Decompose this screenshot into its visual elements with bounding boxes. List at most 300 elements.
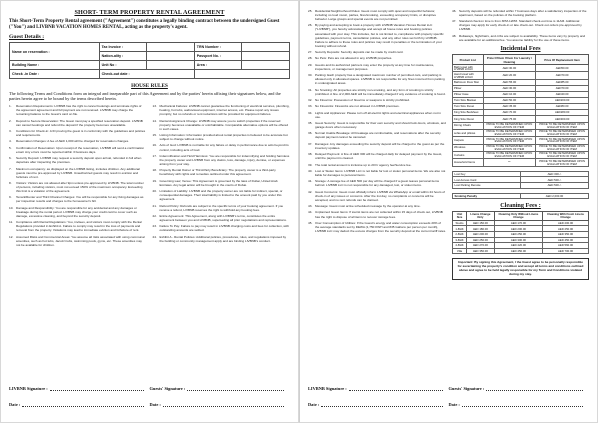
rule-text: Listing Information: Information provided about rental properties is believed to be accurate but subject to change without notice.	[159, 133, 288, 142]
rule-item	[153, 119, 291, 131]
rule-number: 48.	[452, 33, 457, 38]
tax-label: Tax Invoice :	[99, 43, 147, 52]
fee-cell: PRICE TO BE DETERMINED UPON EVALUATION OF ITEM	[483, 144, 536, 151]
cleaning-fees-heading: Cleaning Fees :	[500, 202, 541, 210]
rule-item	[308, 152, 446, 160]
rule-number: 10.	[9, 205, 14, 210]
smoking-penalty-value: AED 2,000.00	[521, 193, 589, 199]
rule-item	[308, 121, 446, 129]
rule-number: 24.	[152, 234, 157, 239]
rule-number: 34.	[308, 110, 313, 115]
rule-number: 2.	[9, 118, 12, 123]
fee-cell: AED 30.00	[483, 65, 536, 72]
rule-text: Lost or Stolen Items: LIVBNB LLC is not liable for lost or stolen personal items. We are also not liable for damages to personal items.	[315, 168, 446, 177]
rule-number: 35.	[308, 121, 313, 125]
cleaning-column-header: Unit Size	[453, 212, 467, 221]
rule-number: 18.	[152, 168, 157, 173]
livbnb-date-line-2[interactable]	[321, 403, 442, 407]
fee-cell: PRICE TO BE DETERMINED UPON EVALUATION OF ITEM	[536, 152, 589, 159]
cleaning-cell: AED 300.00	[494, 237, 542, 243]
house-rules-columns	[9, 104, 290, 249]
rule-text: No Pets: Pets are not allowed in any LIVBNB properties.	[315, 56, 393, 61]
guest-signature-label: Guests' Signature :	[149, 386, 186, 391]
cleaning-cell: AED 170.00	[494, 220, 542, 226]
rule-number: 40.	[308, 168, 313, 173]
rule-number: 7.	[9, 166, 12, 171]
rule-item	[153, 204, 291, 212]
date-row	[9, 402, 290, 407]
rule-item	[9, 206, 147, 218]
rule-text: Residential Neighborhood Rules: Guest must comply with quiet and respectful behavior, including no loud music, parties, fires/smoking, exceeding occupancy limits, or disruptive behavior. Large groups and special events are not permitted.	[315, 9, 437, 22]
cleaning-cell: 2-BHK	[453, 231, 467, 237]
agreement-intro: This Short-Term Property Rental agreement ("Agreement") constitutes a legally binding contract between the undersigned Guest ("You") and LIVBNB VACATION HOMES RENTAL, acting as the property's agent.	[9, 19, 280, 30]
rule-number: 32.	[308, 97, 313, 102]
rule-text: Maximum occupancy: as displayed on the LIVBNB listing, includes children. Any additional guests must be pre-approved by LIVBNB. Unauthorized guests may result in eviction and forfeiture of rent.	[16, 166, 140, 179]
guest-date-label: Date :	[149, 402, 161, 407]
table-row	[453, 152, 589, 159]
rule-text: Damage and Responsibility: You are responsible for any accidental and any damages or breakage during the rental period. LIVBNB may charge your credit card to cover such as damage, excessive cleaning, and beyond the security deposit.	[16, 205, 137, 218]
page2-columns	[308, 9, 589, 280]
guest-details-table	[9, 42, 290, 79]
cleaning-cell: AED 200.00	[467, 231, 495, 237]
fee-cell: King Size Duvet	[453, 116, 484, 122]
rule-item	[9, 167, 147, 179]
rule-item	[9, 235, 147, 247]
rule-number: 25.	[308, 9, 313, 13]
rule-item	[153, 133, 291, 141]
rule-text: Guest Concerns: Guest must officially inform LIVBNB via WhatsApp or email within 24 hours of check-in of any issues or concerns. After the 1st day, no complaints or concerns will be accepted, and no rent refunds can be claimed.	[315, 189, 445, 202]
rule-item	[308, 142, 446, 150]
rule-item	[308, 73, 446, 85]
rule-text: Standard check-in time is from 3PM-12PM. Standard check-out time is 11AM. Additional charges may apply for early check-in or late check-out. Check out orders pre-approved by LIVBNB.	[459, 19, 582, 32]
key-fee-value: AED 500 /-	[521, 182, 589, 188]
rule-text: Unplanned Guest Items: If tourist items are not collected within 15 days of check out, LIVBNB has the right to dispose of all items to recover storage fees.	[315, 210, 443, 219]
fee-cell: AED 70.00	[483, 110, 536, 116]
fee-cell: King Size Bedsheet	[453, 110, 484, 116]
cleaning-cell: AED 250.00	[467, 237, 495, 243]
fee-cell: PRICE TO BE DETERMINED UPON EVALUATION OF ITEM	[536, 159, 589, 166]
rule-item	[9, 220, 147, 232]
fee-cell: PRICE TO BE DETERMINED UPON EVALUATION OF ITEM	[483, 137, 536, 144]
rule-number: 31.	[308, 87, 313, 92]
rule-number: 38.	[308, 152, 313, 157]
rule-number: 8.	[9, 180, 12, 185]
table-row	[453, 137, 589, 144]
rule-text: Confirmation of Reservation: Upon receipt of the reservation, LIVBNB will send a confirmation email. Any errors must be reported within 3 business days.	[16, 145, 145, 154]
house-rules-continued	[308, 9, 446, 280]
guest-date-line-2[interactable]	[462, 403, 583, 407]
rule-number: 12.	[9, 234, 14, 239]
fee-cell: AED 30.00	[483, 85, 536, 91]
rule-item	[9, 139, 147, 143]
fee-cell: PRICE TO BE DETERMINED UPON EVALUATION OF ITEM	[536, 137, 589, 144]
rule-item	[308, 131, 446, 139]
rule-item	[9, 195, 147, 203]
house-rules-left	[9, 104, 147, 249]
cleaning-cell: AED 200.00	[494, 226, 542, 232]
table-row	[453, 65, 589, 72]
fee-cell: AED70.00	[536, 72, 589, 79]
rule-item	[452, 9, 589, 17]
rule-text: Security deposits will be refunded within 7 business days after a satisfactory inspection of the apartment, based on the policies of the booking platform.	[459, 9, 587, 18]
rule-number: 1.	[9, 104, 12, 109]
rule-number: 13.	[152, 104, 157, 109]
rule-item	[9, 181, 147, 193]
rule-item	[308, 221, 446, 233]
guest-date-label-2: Date :	[448, 402, 460, 407]
rule-number: 3.	[9, 129, 12, 134]
smoking-penalty-row	[453, 193, 589, 199]
rule-item	[308, 111, 446, 119]
rule-text: Deposit to Secure Reservation: The Guest must pay a specified reservation deposit. LIVBNB can cancel bookings and refund the deposit if the property becomes unavailable.	[16, 118, 143, 127]
rule-number: 36.	[308, 131, 313, 136]
rule-number: 19.	[152, 178, 157, 183]
fee-column-header: Product List	[453, 54, 484, 64]
rule-text: Message: Guest must arrive scheduled message by the operator at any time.	[315, 204, 421, 209]
rule-text: No Fireworks: Fireworks are not allowed in LIVBNB premises.	[315, 104, 400, 109]
cleaning-cell: AED 450.00	[494, 248, 542, 254]
cleaning-column-header: Cleaning With Fresh Linens Change	[543, 212, 589, 221]
area-field[interactable]	[242, 61, 290, 70]
agreement-page-2	[299, 0, 598, 423]
rule-number: 42.	[308, 189, 313, 194]
rule-text: Storage: A storage fee of AED 500 per day will be charged if a guest leaves personal items behind. LIVBNB LLC is not responsible for any damaged, lost, or stolen items.	[315, 179, 439, 188]
checkout-label: Check-out date :	[99, 70, 194, 79]
rule-number: 41.	[308, 179, 313, 184]
rule-item	[308, 210, 446, 218]
cleaning-cell: AED 350.00	[543, 231, 589, 237]
rule-item	[308, 9, 446, 21]
rule-text: Reservation Requirements: LIVBNB has the right to cancel bookings and terminate rights of the agreement agreement and full payment are not received. LIVBNB may charge the remaining balance to the Guest's card on file.	[16, 104, 142, 117]
rule-number: 4.	[9, 139, 12, 144]
fee-cell: Bathroom Floor Mat	[453, 79, 484, 85]
rule-text: Guest Security: Guest is responsible for their own security and should lock doors, windows, and garage doors when necessary.	[315, 121, 446, 130]
fee-cell: Bath towel with LIVBNB LOGO	[453, 65, 484, 72]
fee-cell: Pillow Case	[453, 92, 484, 98]
fee-cell: Household Items	[453, 159, 484, 166]
fee-cell: PRICE TO BE DETERMINED UPON EVALUATION OF ITEM	[536, 144, 589, 151]
table-row	[453, 144, 589, 151]
rule-item	[308, 104, 446, 108]
guest-signature-line[interactable]	[187, 387, 284, 391]
rule-item	[308, 50, 446, 54]
rule-text: Refund Policy: Refunds are subject to the specific terms of your booking agreement. If you receive a refund, LIVBNB reserves the right to withhold any booking fees.	[159, 203, 284, 212]
cleaning-cell: AED 250.00	[494, 231, 542, 237]
cleaning-cell: AED 200.00	[543, 220, 589, 226]
house-rules-intro: The following Terms and Conditions form an integral and inseparable part of this Agreement and by the parties' herein affixing their signatures below, and the parties herein agree to be bound by the terms described herein.	[9, 91, 281, 102]
cleaning-cell: 3-BHK	[453, 237, 467, 243]
cleaning-cell: 1-BHK	[453, 226, 467, 232]
fee-cell: AED 50.00	[483, 98, 536, 104]
rule-text: No Smoking: All properties are strictly non-smoking, and any form of smoking is strictly prohibited. A fine of 2,000 AED will be immediately charged if any evidence of smoking is found.	[315, 87, 446, 96]
fees-column	[452, 9, 589, 280]
table-row	[453, 237, 589, 243]
rule-text: Failure To Pay: Failure to pay may result in LIVBNB charging costs and fees for collection, with outstanding amounts are settled.	[159, 224, 289, 233]
building-label: Building Name :	[10, 61, 100, 70]
fee-cell: AED80.00	[536, 104, 589, 110]
rule-number: 14.	[152, 118, 157, 123]
livbnb-signature-line[interactable]	[50, 387, 144, 391]
fee-column-header: Price Of Item If Item For Laundry / Cleaning	[483, 54, 536, 64]
cleaning-cell: AED 350.00	[467, 248, 495, 254]
fee-cell: AED 55.00	[483, 79, 536, 85]
house-rules-continued-right	[452, 9, 589, 42]
rule-text: Compliance with Rental Regulations: You, invitees, and visitors must comply with the Rental Regulations provided in Exhibit A. Failure to comply may result in the loss of payments and removal from the property. Violations may lead to immediate eviction and forfeiture of rent.	[16, 220, 142, 233]
table-row	[453, 72, 589, 79]
guest-date-line[interactable]	[163, 403, 284, 407]
fee-cell: AED280.00	[536, 110, 589, 116]
rule-text: No Firearms: Possession of firearms or weapons is strictly prohibited.	[315, 97, 410, 102]
tax-field[interactable]	[147, 43, 195, 52]
rule-number: 29.	[308, 62, 313, 67]
rule-number: 33.	[308, 104, 313, 109]
table-row	[453, 122, 589, 129]
house-rules-heading: HOUSE RULES	[131, 83, 168, 90]
rule-number: 9.	[9, 195, 12, 200]
guest-signature-label-2: Guests' Signature :	[448, 386, 485, 391]
table-row	[453, 226, 589, 232]
livbnb-date-line[interactable]	[22, 403, 143, 407]
rule-text: By paying and accepting to book a property with LIVBNB Vacation Homes Rental LLC ("LIVBNB"), you hereby acknowledge and accept all house rules and booking policies associated with your stay. This includes, but is not limited to, compliance with property specific guidelines, payment terms, cancellation policies, and any other rules set forth by LIVBNB. Failure to adhere to these rules and policies may result in penalties or the termination of your booking without refund.	[315, 23, 444, 48]
rule-number: 44.	[308, 210, 313, 215]
cleaning-cell: Studio	[453, 220, 467, 226]
livbnb-date-label-2: Date :	[308, 402, 320, 407]
rule-text: Guests and its authorized partners may enter the property at any time for maintenance, inspections, or management purposes.	[315, 62, 435, 71]
fee-cell: Twin Size Duvet	[453, 104, 484, 110]
trn-field[interactable]	[242, 43, 290, 52]
key-fee-label: Lost Access Card	[453, 177, 521, 183]
incidental-fees-heading: Incidental Fees	[500, 44, 541, 52]
rule-item	[153, 143, 291, 151]
rule-number: 6.	[9, 156, 12, 161]
rule-text: Governing Law; Venue: This Agreement is governed by the laws of Dubai, United Arab Emirates. Any legal action will be brought in the courts of Dubai.	[159, 178, 278, 187]
key-fee-label: Lost Key	[453, 171, 521, 177]
cleaning-cell: 4-BHK	[453, 243, 467, 249]
rule-text: Exhibit A - Rental Policies: Additional policies, procedures, rules, and regulations imposed by the building or community management apply and are binding LIVBNB's conduct.	[159, 234, 287, 243]
rule-text: Visitors: Visitors are not allowed after 9pm unless pre-approved by LIVBNB. The total number of persons, including visitors, must not exceed 150% of the maximum occupancy. Exceeding this limit is a violation of the agreement.	[16, 180, 144, 194]
rule-item	[153, 104, 291, 116]
trn-label: TRN Number :	[194, 43, 242, 52]
cleaning-cell: AED 420.00	[494, 243, 542, 249]
rule-text: Over Consumption of Utilities: If the Guest's energy and water consumption exceeds 20% of the average standards set by DEWA (1,750 KWH and 835 Gallons per person per month), LIVBNB LLC may deduct the excess charges from the security deposit at the current tariff rates.	[315, 220, 446, 233]
cleaning-column-header: Cleaning Only Without Linens Change	[494, 212, 542, 221]
rule-number: 45.	[308, 220, 313, 225]
important-notice: Important: By signing this Agreement, I the Guest agree to be personally responsible for ascertaining the property's condition and accept all terms and conditions outlined above and agree to be held legally responsible for my Term and Conditions violated during my stay.	[452, 258, 589, 280]
passport-field[interactable]	[242, 52, 290, 61]
date-row-2	[308, 402, 589, 407]
rule-item	[308, 204, 446, 208]
fee-cell: PRICE TO BE DETERMINED UPON EVALUATION OF ITEM	[536, 122, 589, 129]
checkout-field[interactable]	[194, 70, 289, 79]
rule-text: Normal Usable Breakage: All breakage are reimbursable, and reservations after the security deposit payment cannot be canceled.	[315, 131, 441, 140]
rule-text: Indemnification and Hold Harmless: You are responsible for indemnifying and holding harmless the property owner and LIVBNB from any claims, loss, damage, injury, demise, or expenses arising from your stay.	[159, 153, 290, 166]
fee-cell: AED200.00	[536, 98, 589, 104]
guest-details-heading: Guest Details :	[9, 34, 45, 41]
cleaning-column-header: Linens Change Only	[467, 212, 495, 221]
fee-cell: PRICE TO BE DETERMINED UPON EVALUATION OF ITEM	[483, 129, 536, 136]
fee-cell: AED70.00	[536, 85, 589, 91]
livbnb-signature-label-2: LIVBNB Signature :	[308, 386, 347, 391]
smoking-penalty-table	[452, 193, 589, 200]
rule-text: Mechanical Failures: LIVBNB cannot guarantee the functioning of electrical services, plumbing, heating, hot tubs, audiovisual equipment, internet access, etc. Please report any issues promptly, but no refunds or rent reductions will be provided for equipment failures.	[159, 104, 290, 117]
rule-number: 20.	[152, 189, 157, 194]
key-fee-value: AED 500 /-	[521, 177, 589, 183]
table-row	[453, 159, 589, 166]
rule-item	[308, 190, 446, 202]
rule-item	[452, 34, 589, 42]
nationality-field[interactable]	[147, 52, 195, 61]
fee-cell: AED 10.00	[483, 92, 536, 98]
rule-number: 47.	[452, 19, 457, 24]
fee-cell: Windows	[453, 144, 484, 151]
fee-cell: Carpets	[453, 137, 484, 144]
cleaning-fees-table	[452, 211, 589, 254]
rule-number: 16.	[152, 143, 157, 148]
fee-cell: AED 20.00	[483, 72, 536, 79]
table-row	[453, 220, 589, 226]
rule-number: 28.	[308, 56, 313, 61]
signature-row-2	[308, 386, 589, 391]
rule-item	[452, 19, 589, 31]
rule-item	[153, 214, 291, 222]
rule-text: Assumed Risks and Commercial Areas: You assume all risks associated with using communal amenities, such as hot tubs, Jacuzzi tubs, swimming pools, gyms, etc. These amenities may not be available for children.	[16, 234, 145, 247]
rule-text: Rollaways, highchairs, and cribs are subject to availability. These items vary by property and are available for an additional fee. You assume liability for the use of these items.	[459, 33, 586, 42]
fee-cell: Dining Chairs	[453, 122, 484, 129]
cleaning-cell: AED 560.00	[543, 243, 589, 249]
rule-item	[308, 179, 446, 187]
rule-item	[153, 224, 291, 232]
fee-cell: PRICE TO BE DETERMINED UPON EVALUATION OF ITEM	[483, 122, 536, 129]
cleaning-cell: AED 250.00	[543, 226, 589, 232]
area-label: Area :	[194, 61, 242, 70]
rule-text: Delayed Payment: A fine of AED 300 will be charged daily for delayed payment by the Guest, until the payment is cleared.	[315, 152, 443, 161]
cleaning-cell: AED 450.00	[543, 237, 589, 243]
guest-signature-line-2[interactable]	[486, 387, 583, 391]
rule-item	[308, 163, 446, 167]
cleaning-cell: AED 700.00	[543, 248, 589, 254]
fee-cell: sofas and pillows	[453, 129, 484, 136]
rule-item	[9, 119, 147, 127]
fee-cell: Hand towel with LIVBNB LOGO	[453, 72, 484, 79]
rule-text: Parking: Each property has a designated maximum number of permitted cars, and parking is allowed only in allocated spaces. LIVBNB is not responsible for any fines incurred from parking in undesignated areas.	[315, 73, 445, 86]
fee-column-header: Price Of Replacement Item	[536, 54, 589, 64]
house-rules-right	[153, 104, 291, 249]
livbnb-signature-label: LIVBNB Signature :	[9, 386, 48, 391]
nationality-label: Nation-ality :	[99, 52, 147, 61]
rule-item	[9, 104, 147, 116]
rule-item	[9, 129, 147, 137]
fee-cell: AED 35.00	[483, 104, 536, 110]
rule-text: The total rental amount is inclusive up to 20 hr agency fee/Service fee.	[315, 162, 412, 167]
fee-cell: PRICE TO BE DETERMINED UPON EVALUATION OF ITEM	[483, 152, 536, 159]
fee-cell: Twin Size Blanket	[453, 98, 484, 104]
rule-item	[308, 169, 446, 177]
rule-number: 26.	[308, 23, 313, 28]
fee-cell: Curtains	[453, 152, 484, 159]
fee-cell: AED85.00	[536, 79, 589, 85]
rule-number: 27.	[308, 50, 313, 55]
cleaning-cell: AED 150.00	[467, 220, 495, 226]
key-fees-table	[452, 171, 589, 189]
unit-field[interactable]	[147, 61, 195, 70]
fee-cell: Pillow	[453, 85, 484, 91]
table-row	[453, 231, 589, 237]
rule-item	[9, 146, 147, 154]
rule-text: Property Rental Owner or Third-Party Beneficiary: The property owner is a third-party beneficiary with rights and remedies outlined under this agreement.	[159, 168, 276, 177]
rule-item	[153, 235, 291, 243]
rule-item	[308, 56, 446, 60]
rule-text: Reservation Changes: A fee of AED 1,000 will be charged for reservation changes.	[16, 139, 129, 144]
rule-number: 43.	[308, 204, 313, 209]
rule-number: 17.	[152, 153, 157, 158]
rule-number: 46.	[452, 9, 457, 13]
rule-number: 21.	[152, 203, 157, 208]
rule-text: Acts of God: LIVBNB is not liable for any failure or delay in performance due to acts beyond its control, including acts of God.	[159, 143, 289, 152]
table-row	[453, 243, 589, 249]
rule-item	[308, 98, 446, 102]
table-row	[453, 129, 589, 136]
rule-number: 22.	[152, 213, 157, 218]
rule-number: 15.	[152, 133, 157, 138]
rule-text: Rental Assignment Change: LIVBNB may assure you to switch properties if the reserved property becomes unavailable or uninhabitable. Comparable alternative options will be offered in such cases.	[159, 118, 289, 131]
rule-text: Lights and Appliances: Please turn off all electric lights and electrical appliances when not in use.	[315, 110, 441, 119]
rule-number: 37.	[308, 141, 313, 146]
livbnb-date-label: Date :	[9, 402, 21, 407]
fee-cell: AED50.00	[536, 65, 589, 72]
rule-number: 5.	[9, 145, 12, 150]
unit-label: Unit No :	[99, 61, 147, 70]
signature-row	[9, 386, 290, 391]
rule-item	[308, 23, 446, 47]
table-row	[453, 248, 589, 254]
rule-item	[153, 179, 291, 187]
passport-label: Passport No. :	[194, 52, 242, 61]
rule-item	[153, 168, 291, 176]
name-label: Name on reservation :	[10, 43, 100, 61]
rule-number: 39.	[308, 162, 313, 167]
rule-text: Entire Agreement: This Agreement, along with LIVBNB's terms, constitutes the entire agreement between you and LIVBNB, superseding all prior negotiations and representations.	[159, 213, 287, 222]
rule-number: 11.	[9, 220, 14, 225]
rule-text: Security Deposit: LIVBNB may request a security deposit upon arrival, refunded in full when departure after inspecting the premises.	[16, 156, 142, 165]
rule-text: Tenant/Renter and Third Channel Charges: You will be responsible for any fixing damages as per inspection results and charges to the homeowner's bill.	[16, 195, 144, 204]
rule-text: Security Deposits: Security deposits can be made by credit card.	[315, 50, 404, 55]
key-fee-value: AED 300 /-	[521, 171, 589, 177]
rule-item	[308, 63, 446, 71]
fee-cell: AED 75.00	[483, 116, 536, 122]
table-row	[453, 182, 589, 188]
rule-item	[9, 156, 147, 164]
rule-item	[153, 154, 291, 166]
rule-text: Damages: Any damages exceeding the security deposit will be charged to the guest as per the inventory updates.	[315, 141, 445, 150]
cleaning-cell: AED 180.00	[467, 226, 495, 232]
fee-cell: **	[483, 159, 536, 166]
smoking-penalty-label: Smoking Penalty	[453, 193, 521, 199]
rule-item	[308, 88, 446, 96]
rule-number: 30.	[308, 73, 313, 78]
agreement-title: SHORT- TERM PROPERTY RENTAL AGREEMENT	[74, 9, 225, 16]
incidental-fees-table	[452, 54, 589, 167]
livbnb-signature-line-2[interactable]	[349, 387, 443, 391]
fee-cell: AED40.00	[536, 92, 589, 98]
cleaning-cell: Villa	[453, 248, 467, 254]
rule-item	[153, 189, 291, 201]
fee-cell: PRICE TO BE DETERMINED UPON EVALUATION OF ITEM	[536, 129, 589, 136]
rule-text: Limitation of Liability: LIVBNB and the property owner are not liable for indirect, special, or consequential damages. Their total liability is limited to the amount paid by you under this agreement.	[159, 189, 283, 202]
key-fee-label: Lost Parking Remote	[453, 182, 521, 188]
checkin-label: Check -in Date :	[10, 70, 100, 79]
rule-number: 23.	[152, 224, 157, 229]
cleaning-cell: AED 270.00	[467, 243, 495, 249]
